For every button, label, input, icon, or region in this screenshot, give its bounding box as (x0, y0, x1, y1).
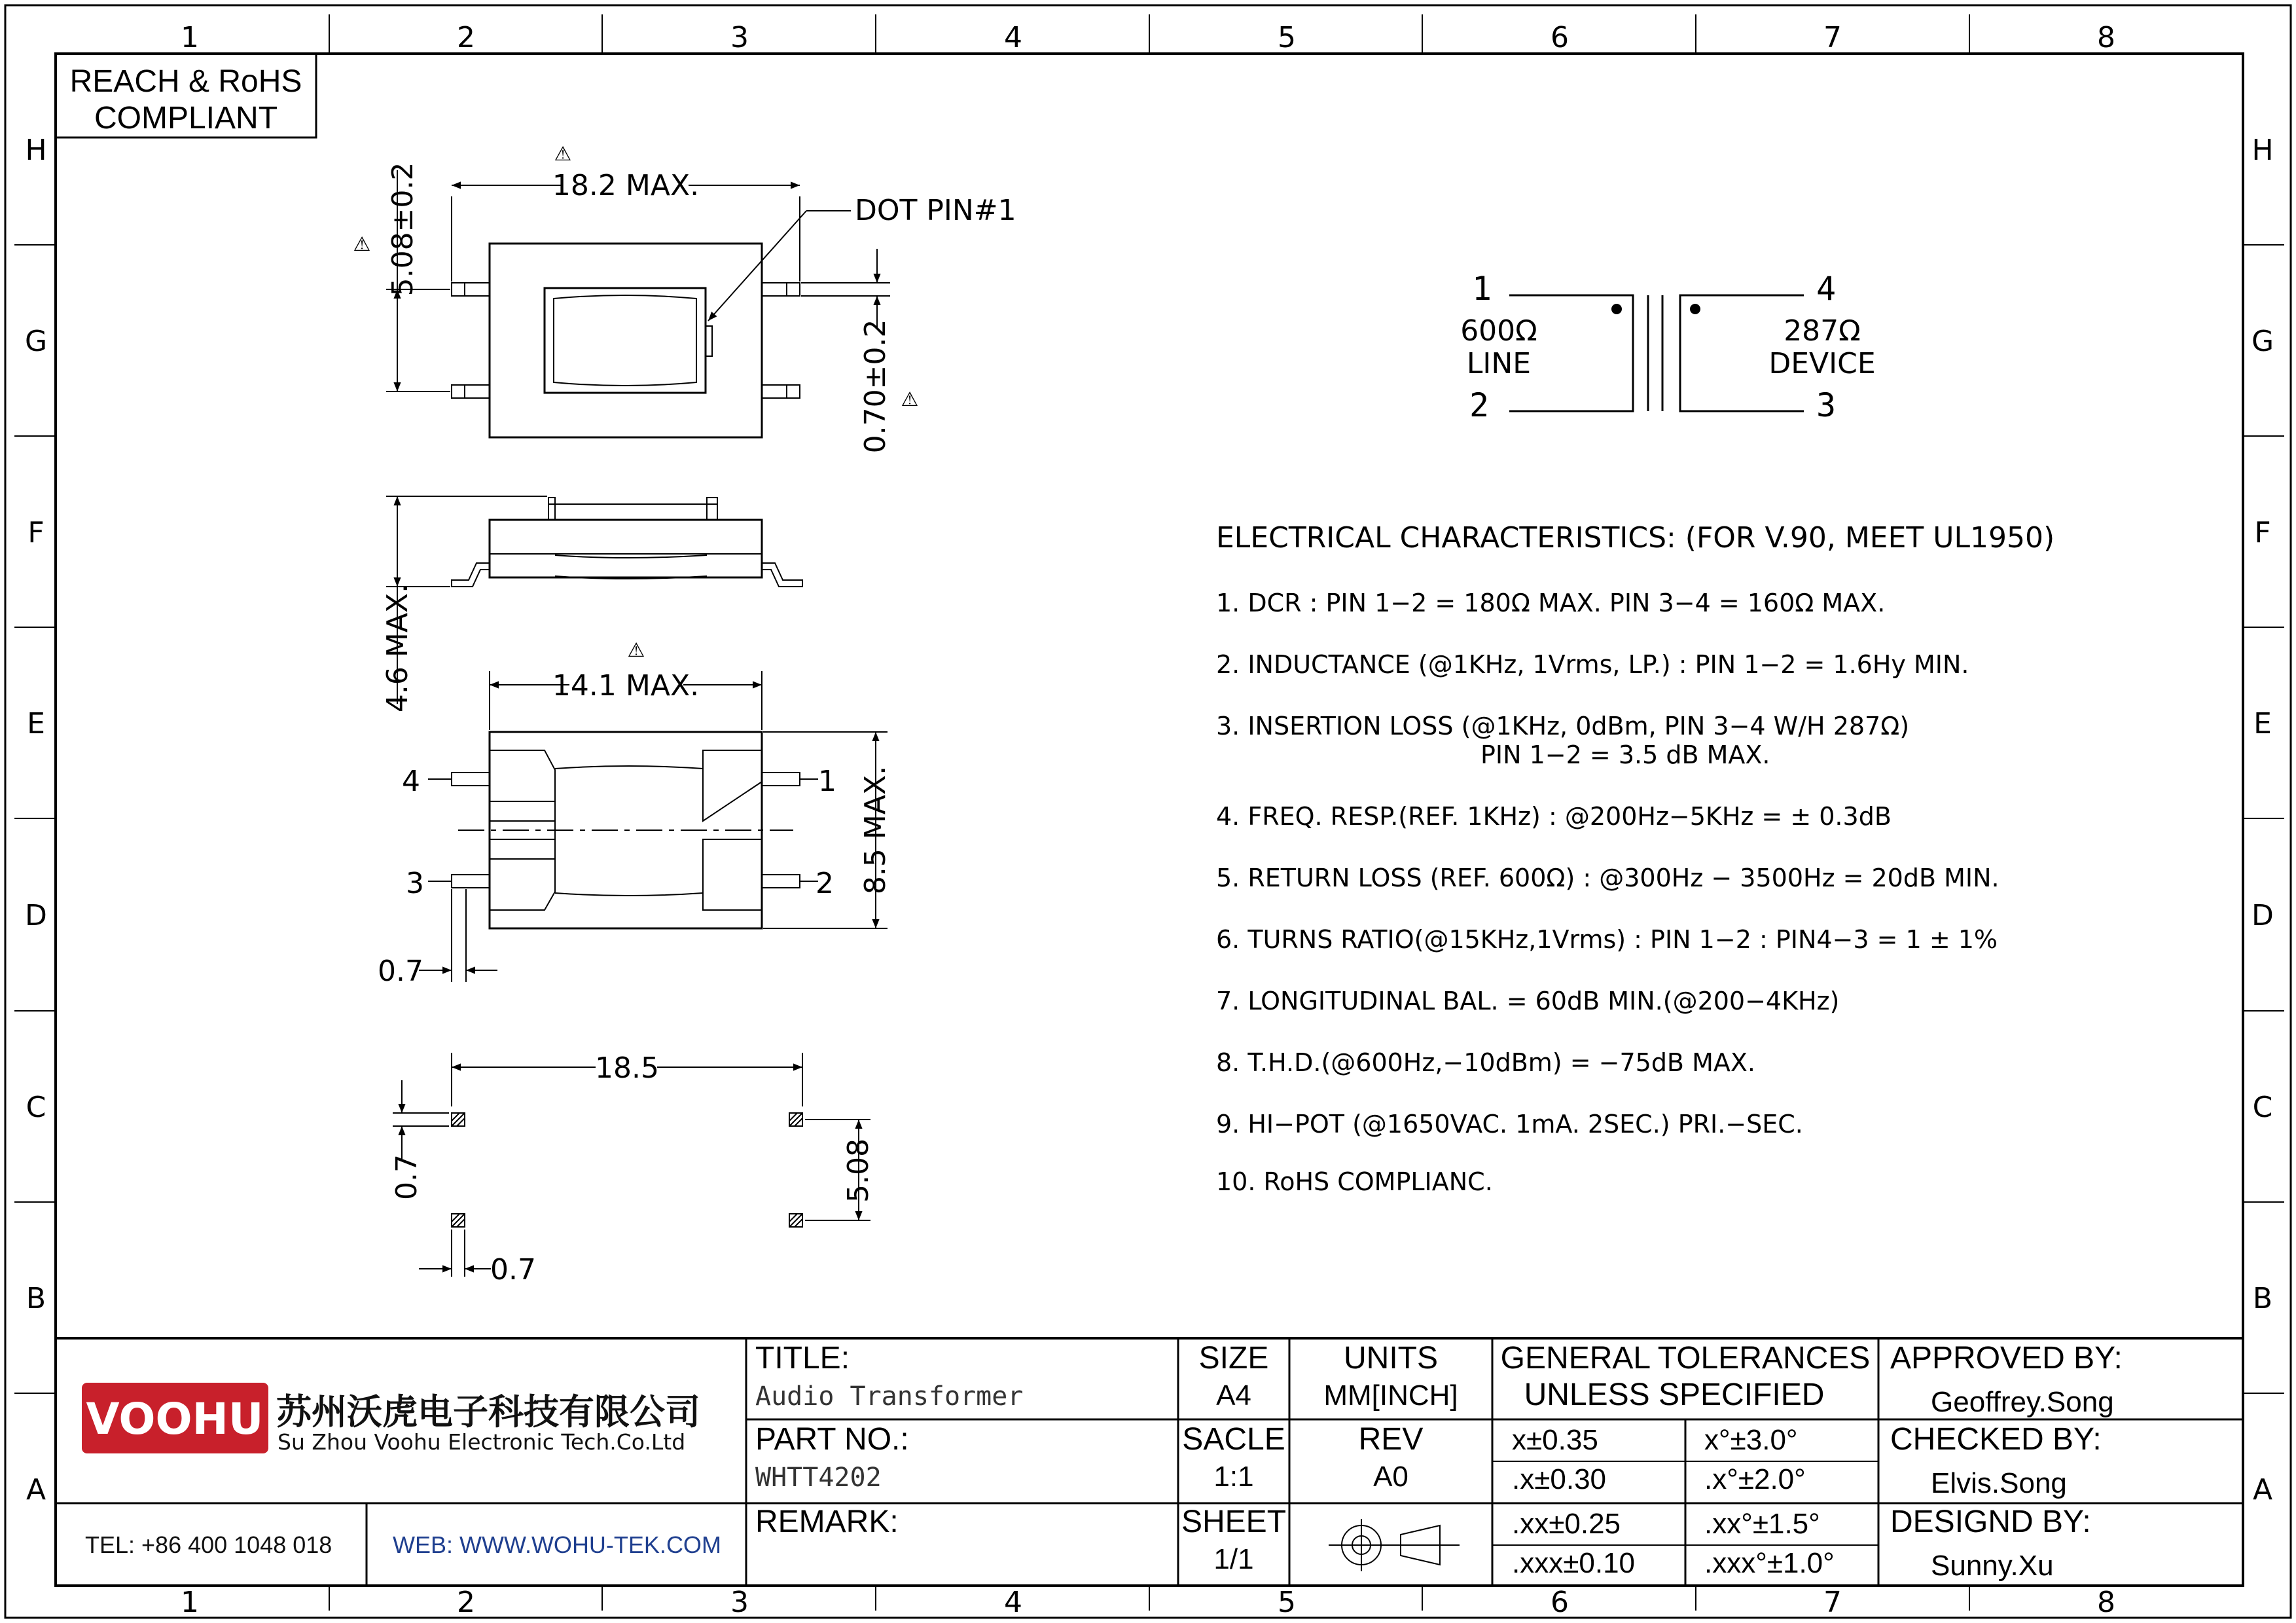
spec-item-7: 7. LONGITUDINAL BAL. = 60dB MIN.(@200−4KHz) (1216, 987, 1840, 1015)
bottom-view (378, 639, 892, 988)
revision-triangle-icon: ⚠ (554, 143, 572, 166)
schematic-pin-2: 2 (1469, 386, 1490, 424)
tolerance-x2: .xx±0.25 (1512, 1508, 1621, 1540)
transformer-schematic (1460, 270, 1875, 424)
spec-item-4: 4. FREQ. RESP.(REF. 1KHz) : @200Hz−5KHz = ± 0.3dB (1216, 802, 1892, 831)
spec-item-6: 6. TURNS RATIO(@15KHz,1Vrms) : PIN 1−2 : PIN4−3 = 1 ± 1% (1216, 925, 1998, 954)
title-label: TITLE: (755, 1341, 850, 1376)
checked-label: CHECKED BY: (1890, 1422, 2102, 1457)
spec-item-8: 8. T.H.D.(@600Hz,−10dBm) = −75dB MAX. (1216, 1048, 1755, 1077)
zone-col-7: 7 (1823, 21, 1842, 54)
scale-label: SACLE (1182, 1422, 1285, 1457)
checked-value: Elvis.Song (1931, 1467, 2067, 1499)
revision-triangle-icon: ⚠ (353, 233, 371, 256)
schematic-right-label: DEVICE (1768, 347, 1876, 380)
designed-value: Sunny.Xu (1931, 1550, 2054, 1582)
dim-pad-pitch: 5.08 (842, 1139, 875, 1203)
top-view-body (490, 244, 762, 437)
dim-top-width: 18.2 MAX. (552, 169, 700, 202)
dim-pin-height: 0.70±0.2 (859, 319, 892, 454)
sheet-value: 1/1 (1213, 1543, 1254, 1575)
pin-label-2: 2 (816, 867, 834, 900)
zone-column-labels-top (181, 21, 2115, 54)
zone-col-3-bottom: 3 (730, 1586, 749, 1619)
pin-label-1: 1 (818, 765, 836, 798)
zone-row-d-right: D (2251, 899, 2274, 932)
tolerance-x1-deg: .x°±2.0° (1704, 1463, 1806, 1495)
tolerance-x-deg: x°±3.0° (1704, 1424, 1798, 1456)
rev-label: REV (1358, 1422, 1424, 1457)
spec-item-1: 1. DCR : PIN 1−2 = 180Ω MAX. PIN 3−4 = 160Ω MAX. (1216, 589, 1886, 617)
zone-row-ticks (14, 245, 2284, 1393)
spec-item-3: 3. INSERTION LOSS (@1KHz, 0dBm, PIN 3−4 W/H 287Ω) (1216, 712, 1910, 740)
voohu-logo-text: VOOHU (86, 1394, 264, 1444)
size-value: A4 (1216, 1379, 1251, 1412)
polarity-dot (1690, 304, 1700, 314)
zone-row-f-right: F (2254, 516, 2271, 549)
schematic-left-label: LINE (1466, 347, 1532, 380)
compliance-box (56, 54, 316, 137)
zone-row-c-right: C (2252, 1091, 2273, 1124)
zone-col-5: 5 (1278, 21, 1296, 54)
dim-side-height: 4.6 MAX. (381, 583, 414, 713)
zone-col-6: 6 (1551, 21, 1569, 54)
zone-row-a: A (26, 1473, 46, 1506)
remark-label: REMARK: (755, 1504, 899, 1539)
spec-item-10: 10. RoHS COMPLIANC. (1216, 1167, 1493, 1196)
zone-row-a-right: A (2252, 1473, 2273, 1506)
zone-col-1-bottom: 1 (181, 1586, 199, 1619)
spec-item-3-cont: PIN 1−2 = 3.5 dB MAX. (1480, 740, 1770, 769)
compliance-line-1: REACH & RoHS (69, 64, 302, 99)
dim-bottom-width: 14.1 MAX. (552, 669, 700, 702)
zone-row-labels-left (25, 134, 47, 1506)
schematic-pin-3: 3 (1816, 386, 1837, 424)
zone-col-2: 2 (457, 21, 475, 54)
approved-value: Geoffrey.Song (1931, 1386, 2114, 1418)
sheet-label: SHEET (1181, 1504, 1287, 1539)
dim-pin-pitch: 5.08±0.2 (386, 162, 420, 297)
designed-label: DESIGND BY: (1890, 1504, 2091, 1539)
pin-label-4: 4 (402, 765, 420, 798)
dim-pad-span: 18.5 (595, 1051, 659, 1085)
revision-triangle-icon: ⚠ (901, 388, 919, 411)
compliance-line-2: COMPLIANT (94, 101, 278, 136)
polarity-dot (1611, 304, 1622, 314)
zone-col-5-bottom: 5 (1278, 1586, 1296, 1619)
zone-col-3: 3 (730, 21, 749, 54)
spec-item-2: 2. INDUCTANCE (@1KHz, 1Vrms, LP.) : PIN 1−2 = 1.6Hy MIN. (1216, 650, 1969, 679)
zone-col-8-bottom: 8 (2097, 1586, 2115, 1619)
pin-label-3: 3 (406, 867, 424, 900)
approved-label: APPROVED BY: (1890, 1341, 2123, 1376)
zone-col-7-bottom: 7 (1823, 1586, 1842, 1619)
dim-pin-thickness: 0.7 (378, 955, 423, 988)
schematic-pin-1: 1 (1471, 270, 1492, 308)
tolerance-x3: .xxx±0.10 (1512, 1547, 1636, 1579)
zone-row-h-right: H (2251, 134, 2274, 167)
company-tel: TEL: +86 400 1048 018 (85, 1531, 332, 1558)
zone-row-b: B (26, 1282, 46, 1315)
tolerance-x2-deg: .xx°±1.5° (1704, 1508, 1820, 1540)
tolerance-title-2: UNLESS SPECIFIED (1524, 1377, 1825, 1412)
zone-col-6-bottom: 6 (1551, 1586, 1569, 1619)
zone-row-b-right: B (2252, 1282, 2273, 1315)
schematic-left-value: 600Ω (1460, 314, 1537, 348)
zone-row-d: D (25, 899, 47, 932)
top-view-core (554, 295, 696, 386)
zone-row-g-right: G (2251, 325, 2274, 358)
pad-layout (390, 1051, 875, 1286)
rev-value: A0 (1373, 1461, 1408, 1493)
schematic-pin-4: 4 (1816, 270, 1837, 308)
zone-row-h: H (25, 134, 47, 167)
top-view-label-area (545, 288, 706, 393)
tolerance-x3-deg: .xxx°±1.0° (1704, 1547, 1835, 1579)
zone-col-4: 4 (1004, 21, 1022, 54)
electrical-title: ELECTRICAL CHARACTERISTICS: (FOR V.90, MEET UL1950) (1216, 521, 2055, 555)
top-view-leads (452, 283, 800, 398)
company-web: WEB: WWW.WOHU-TEK.COM (393, 1531, 721, 1558)
units-value: MM[INCH] (1323, 1379, 1458, 1412)
company-name-cn: 苏州沃虎电子科技有限公司 (276, 1391, 700, 1432)
projection-symbol-icon (1329, 1519, 1460, 1571)
zone-column-labels-bottom (181, 1586, 2115, 1619)
electrical-characteristics (1216, 521, 2054, 1196)
spec-item-9: 9. HI−POT (@1650VAC. 1mA. 2SEC.) PRI.−SEC. (1216, 1110, 1803, 1139)
spec-item-5: 5. RETURN LOSS (REF. 600Ω) : @300Hz − 3500Hz = 20dB MIN. (1216, 864, 2000, 892)
dim-pad-width: 0.7 (490, 1253, 536, 1286)
zone-row-g: G (24, 325, 48, 358)
dim-pad-height: 0.7 (390, 1154, 423, 1200)
schematic-right-value: 287Ω (1784, 314, 1861, 348)
label-dot-pin1: DOT PIN#1 (855, 194, 1016, 227)
zone-col-1: 1 (181, 21, 199, 54)
title-value: Audio Transformer (755, 1381, 1024, 1412)
zone-col-4-bottom: 4 (1004, 1586, 1022, 1619)
part-no-label: PART NO.: (755, 1422, 909, 1457)
part-no-value: WHTT4202 (755, 1463, 882, 1493)
zone-row-c: C (26, 1091, 46, 1124)
tolerance-x1: .x±0.30 (1512, 1463, 1607, 1495)
tolerance-x: x±0.35 (1512, 1424, 1598, 1456)
title-block (56, 1338, 2243, 1586)
top-view (353, 143, 1016, 453)
revision-triangle-icon: ⚠ (627, 639, 645, 662)
outer-frame (5, 5, 2291, 1618)
tolerance-title-1: GENERAL TOLERANCES (1500, 1341, 1871, 1376)
dim-bottom-height: 8.5 MAX. (859, 765, 892, 895)
scale-value: 1:1 (1213, 1461, 1254, 1493)
zone-row-e-right: E (2253, 707, 2272, 740)
zone-row-f: F (27, 516, 45, 549)
units-label: UNITS (1344, 1341, 1438, 1376)
company-name-en: Su Zhou Voohu Electronic Tech.Co.Ltd (278, 1429, 686, 1455)
size-label: SIZE (1198, 1341, 1269, 1376)
zone-col-2-bottom: 2 (457, 1586, 475, 1619)
zone-row-labels-right (2251, 134, 2274, 1506)
zone-row-e: E (27, 707, 45, 740)
zone-col-8: 8 (2097, 21, 2115, 54)
